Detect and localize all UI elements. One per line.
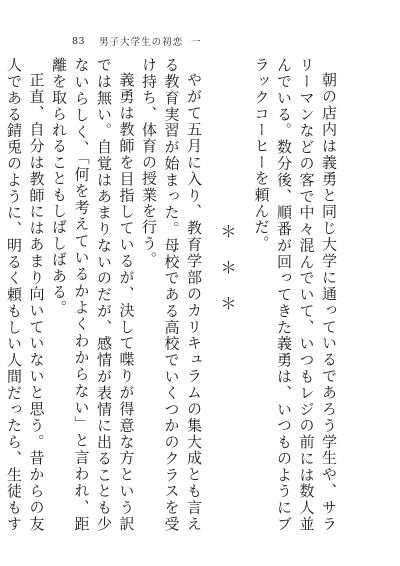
paragraph: 義勇は教師を目指しているが、決して喋りが得意な方という訳では無い。自覚はあまりないのだが、感情が表情に出ることも少ないらしく、「何を考えているかよくわからない」と言われ、距離を取られることもしばしばある。 [50, 57, 136, 532]
chapter-mark: 一 [191, 37, 202, 48]
paragraph: やがて五月に入り、教育学部のカリキュラムの集大成とも言える教育実習が始まった。母校である高校でいくつかのクラスを受け持ち、体育の授業を行う。 [140, 57, 203, 532]
book-title: 男子大学生の初恋 [99, 37, 184, 48]
running-header [72, 34, 201, 48]
page-number: 83 [72, 35, 86, 47]
paragraph: 朝の店内は義勇と同じ大学に通っているであろう学生や、サラリーマンなどの客で中々混んでいて、いつもレジの前には数人並んでいる。数分後、順番が回ってきた義勇は、いつものようにブラックコーヒーを頼んだ。 [252, 57, 338, 532]
vertical-body-text [5, 57, 340, 532]
paragraph: 正直、自分は教師にはあまり向いていないと思う。昔からの友人である錆兎のように、明るく頼もしい人間だったら、生徒もす [5, 57, 46, 532]
section-break: ＊＊＊ [218, 223, 237, 331]
